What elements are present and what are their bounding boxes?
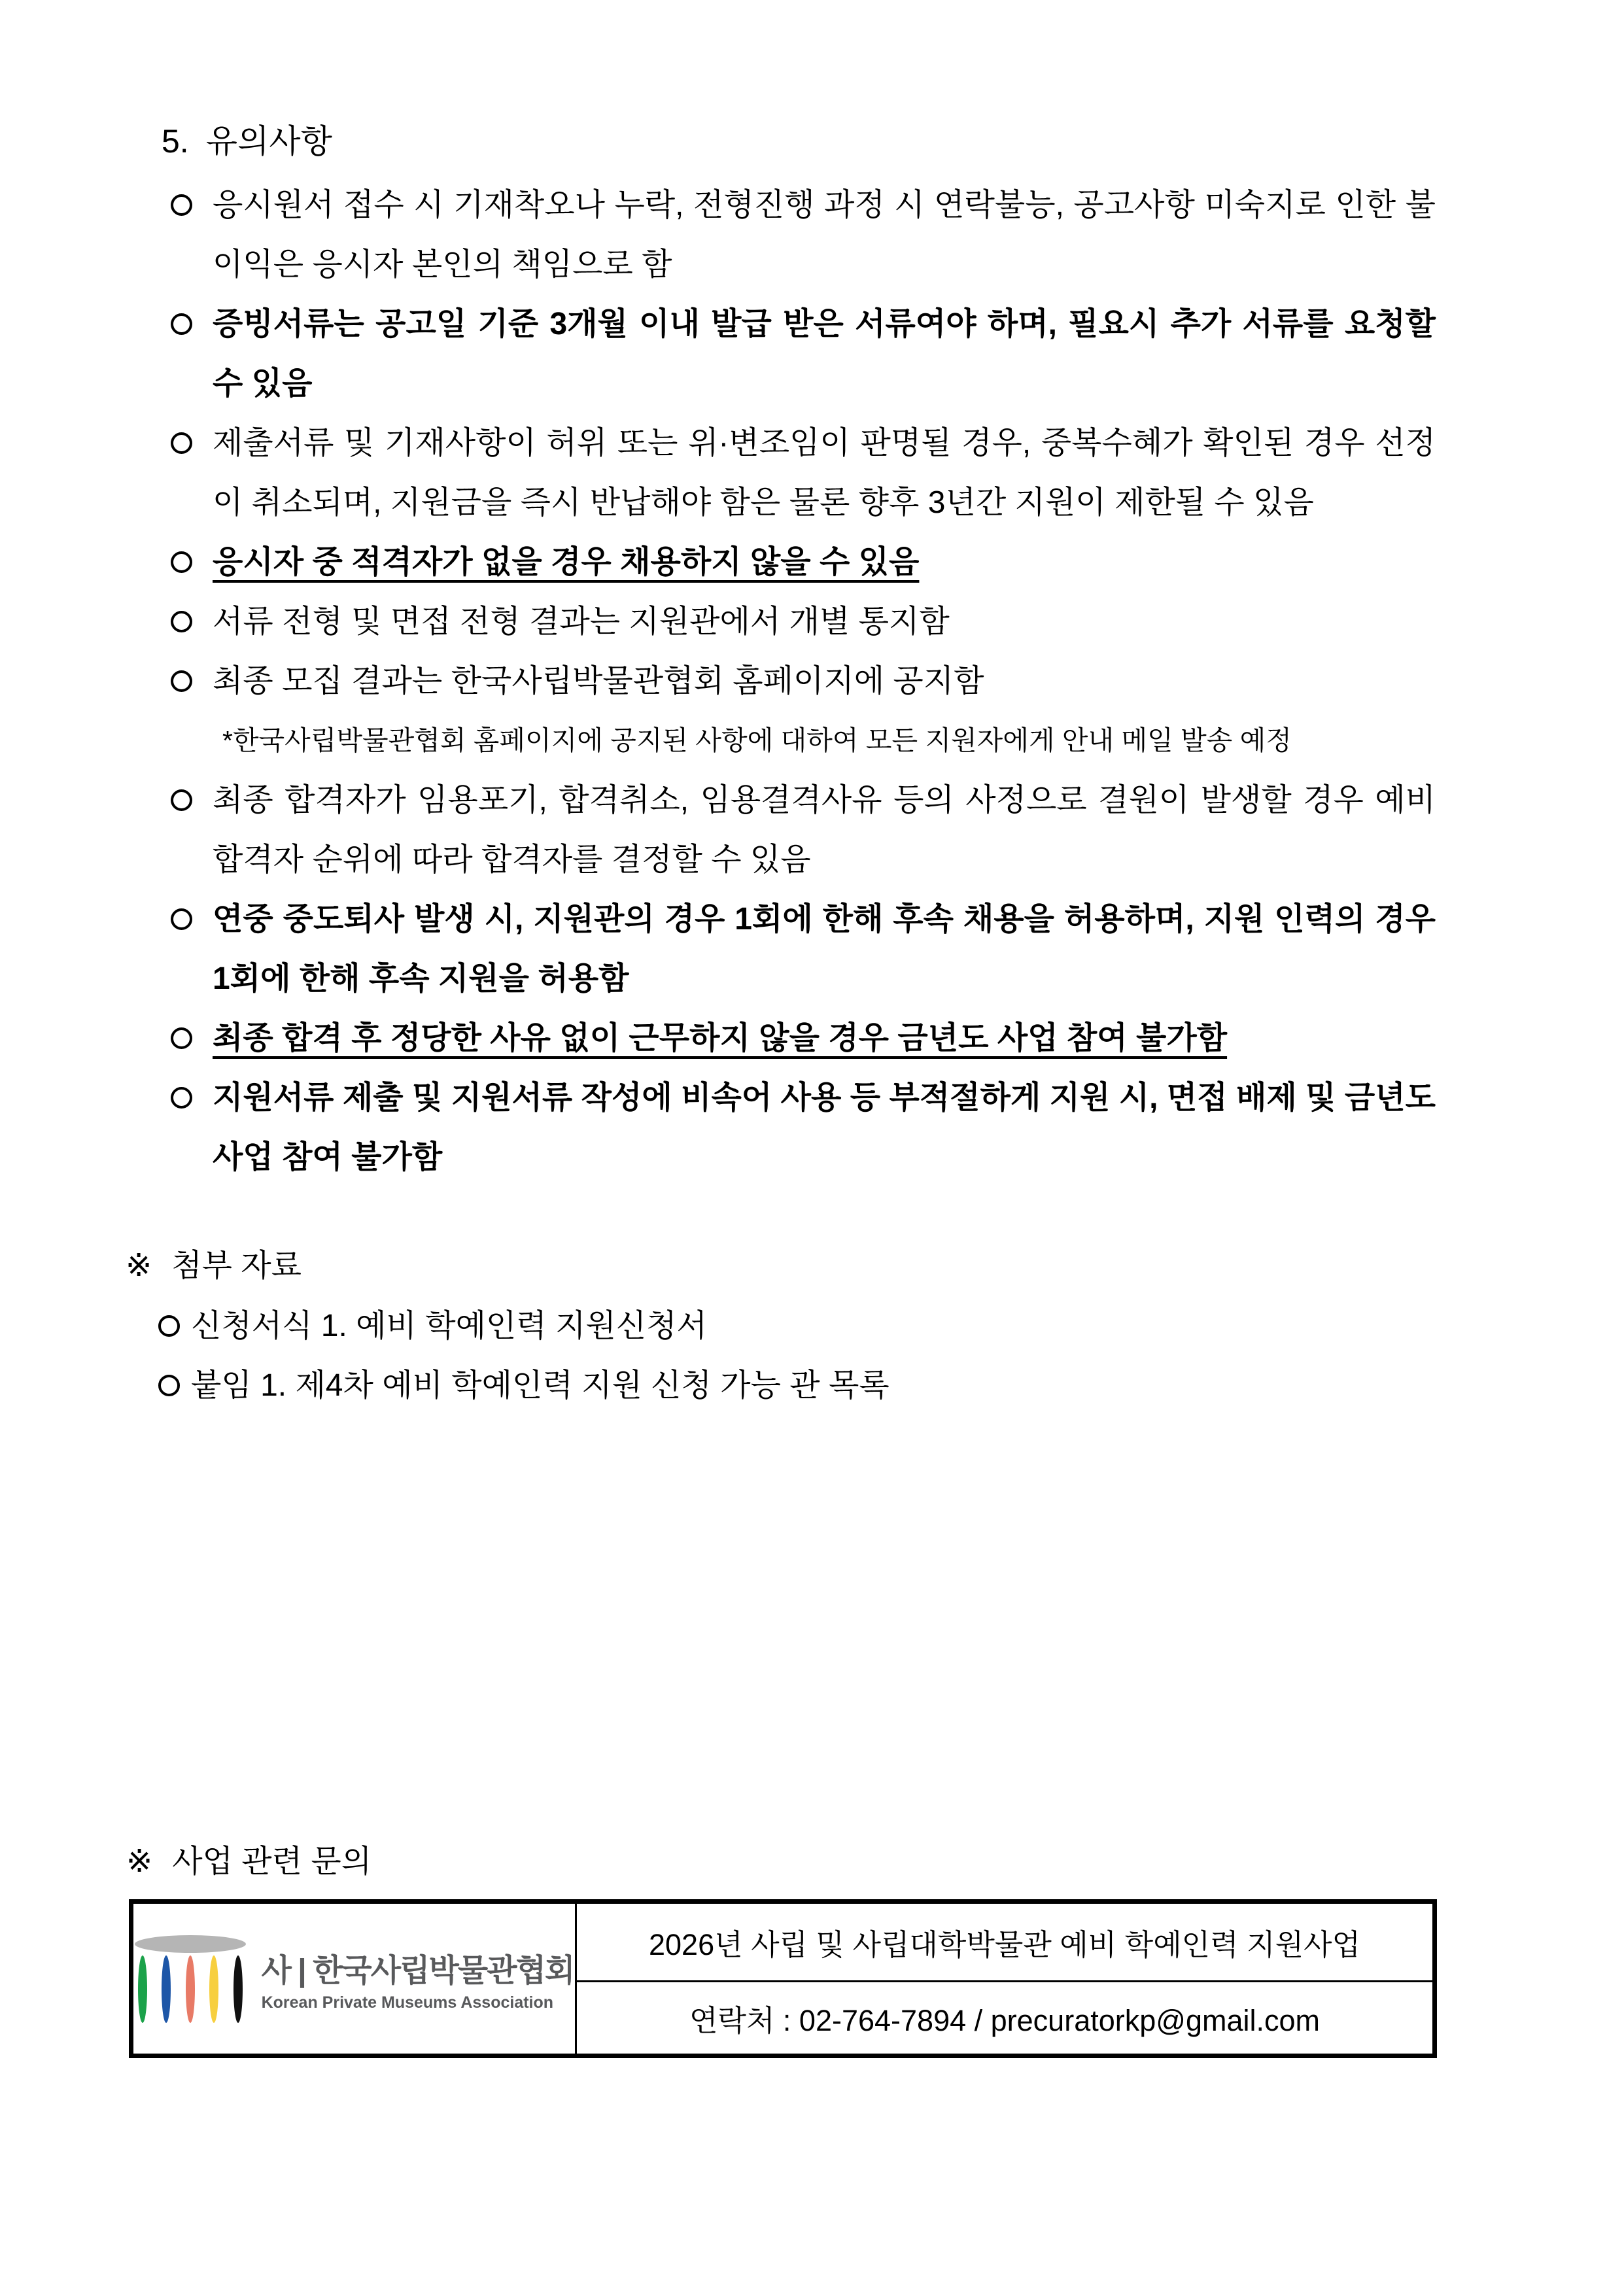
bullet-text: 최종 합격자가 임용포기, 합격취소, 임용결격사유 등의 사정으로 결원이 발생할 경우 예비 합격자 순위에 따라 합격자를 결정할 수 있음 [213, 783, 1436, 877]
logo-cell [133, 1904, 577, 2054]
notes-bullet-list [213, 175, 1436, 1187]
reference-mark-icon: ※ [126, 1248, 152, 1283]
bullet-circle-icon [171, 1087, 192, 1109]
bullet-item [213, 175, 1436, 294]
section-title-text: 유의사항 [205, 123, 332, 160]
bullet-item [213, 532, 1436, 592]
section-number: 5. [162, 123, 189, 160]
bullet-item [213, 1008, 1436, 1068]
logo-bar [138, 1955, 147, 2023]
bullet-text: 제출서류 및 기재사항이 허위 또는 위·변조임이 판명될 경우, 중복수혜가 확인된 경우 선정이 취소되며, 지원금을 즉시 반납해야 함은 물론 향후 3년간 지원이 제한될 수 있음 [213, 426, 1436, 520]
logo-bar [162, 1955, 171, 2023]
program-title: 2026년 사립 및 사립대학박물관 예비 학예인력 지원사업 [649, 1927, 1360, 1961]
section-title [162, 122, 332, 161]
attachments-list [191, 1296, 1436, 1415]
bullet-text: 연중 중도퇴사 발생 시, 지원관의 경우 1회에 한해 후속 채용을 허용하며, 지원 인력의 경우 1회에 한해 후속 지원을 허용함 [213, 902, 1436, 996]
contact-info-row [577, 1982, 1432, 2054]
logo-canopy-icon [135, 1935, 246, 1953]
bullet-circle-icon [158, 1315, 180, 1337]
org-name-korean: 사 | 한국사립박물관협회 [261, 1953, 574, 1988]
logo-bar [233, 1955, 243, 2023]
bullet-circle-icon [171, 670, 192, 692]
bullet-item [213, 294, 1436, 413]
attachments-heading-text: 첨부 자료 [171, 1248, 302, 1283]
logo-bar [186, 1955, 195, 2023]
attachment-text: 붙임 1. 제4차 예비 학예인력 지원 신청 가능 관 목록 [191, 1368, 890, 1403]
org-logo [135, 1935, 574, 2023]
footnote: *한국사립박물관협회 홈페이지에 공지된 사항에 대하여 모든 지원자에게 안내 메일 발송 예정 [222, 725, 1292, 755]
attachment-text: 신청서식 1. 예비 학예인력 지원신청서 [191, 1309, 707, 1343]
bullet-text: 최종 합격 후 정당한 사유 없이 근무하지 않을 경우 금년도 사업 참여 불가함 [213, 1021, 1228, 1056]
bullet-item [213, 651, 1436, 711]
bullet-circle-icon [171, 194, 192, 216]
contact-info: 연락처 : 02-764-7894 / precuratorkp@gmail.com [689, 2003, 1320, 2037]
bullet-text: 응시원서 접수 시 기재착오나 누락, 전형진행 과정 시 연락불능, 공고사항 미숙지로 인한 불이익은 응시자 본인의 책임으로 함 [213, 188, 1436, 282]
bullet-text: 서류 전형 및 면접 전형 결과는 지원관에서 개별 통지함 [213, 604, 950, 639]
logo-bars-icon [135, 1955, 246, 2023]
contact-heading-text: 사업 관련 문의 [172, 1844, 372, 1879]
bullet-item [213, 413, 1436, 532]
bullet-circle-icon [171, 1027, 192, 1049]
bullet-item [213, 770, 1436, 889]
bullet-text: 지원서류 제출 및 지원서류 작성에 비속어 사용 등 부적절하게 지원 시, 면접 배제 및 금년도 사업 참여 불가함 [213, 1080, 1436, 1175]
bullet-item [213, 592, 1436, 651]
bullet-circle-icon [171, 789, 192, 811]
attachments-heading [126, 1247, 302, 1286]
bullet-text: 최종 모집 결과는 한국사립박물관협회 홈페이지에 공지함 [213, 664, 984, 698]
bullet-circle-icon [158, 1375, 180, 1396]
list-item [191, 1356, 1436, 1415]
contact-heading [126, 1842, 371, 1882]
bullet-circle-icon [171, 908, 192, 930]
bullet-circle-icon [171, 551, 192, 573]
bullet-item [213, 1068, 1436, 1187]
reference-mark-icon: ※ [126, 1844, 153, 1879]
contact-info-cell [577, 1904, 1432, 2054]
org-name-english: Korean Private Museums Association [261, 1993, 554, 2012]
bullet-text: 증빙서류는 공고일 기준 3개월 이내 발급 받은 서류여야 하며, 필요시 추가 서류를 요청할 수 있음 [213, 307, 1436, 401]
bullet-circle-icon [171, 432, 192, 454]
contact-table [129, 1899, 1437, 2058]
list-item [191, 1296, 1436, 1356]
bullet-circle-icon [171, 611, 192, 632]
program-title-cell [577, 1904, 1432, 1982]
logo-bar [209, 1955, 218, 2023]
bullet-text: 응시자 중 적격자가 없을 경우 채용하지 않을 수 있음 [213, 545, 920, 579]
org-name-block [262, 1945, 574, 2012]
bullet-circle-icon [171, 313, 192, 335]
bullet-item [213, 889, 1436, 1008]
museum-table-icon [135, 1935, 246, 2023]
